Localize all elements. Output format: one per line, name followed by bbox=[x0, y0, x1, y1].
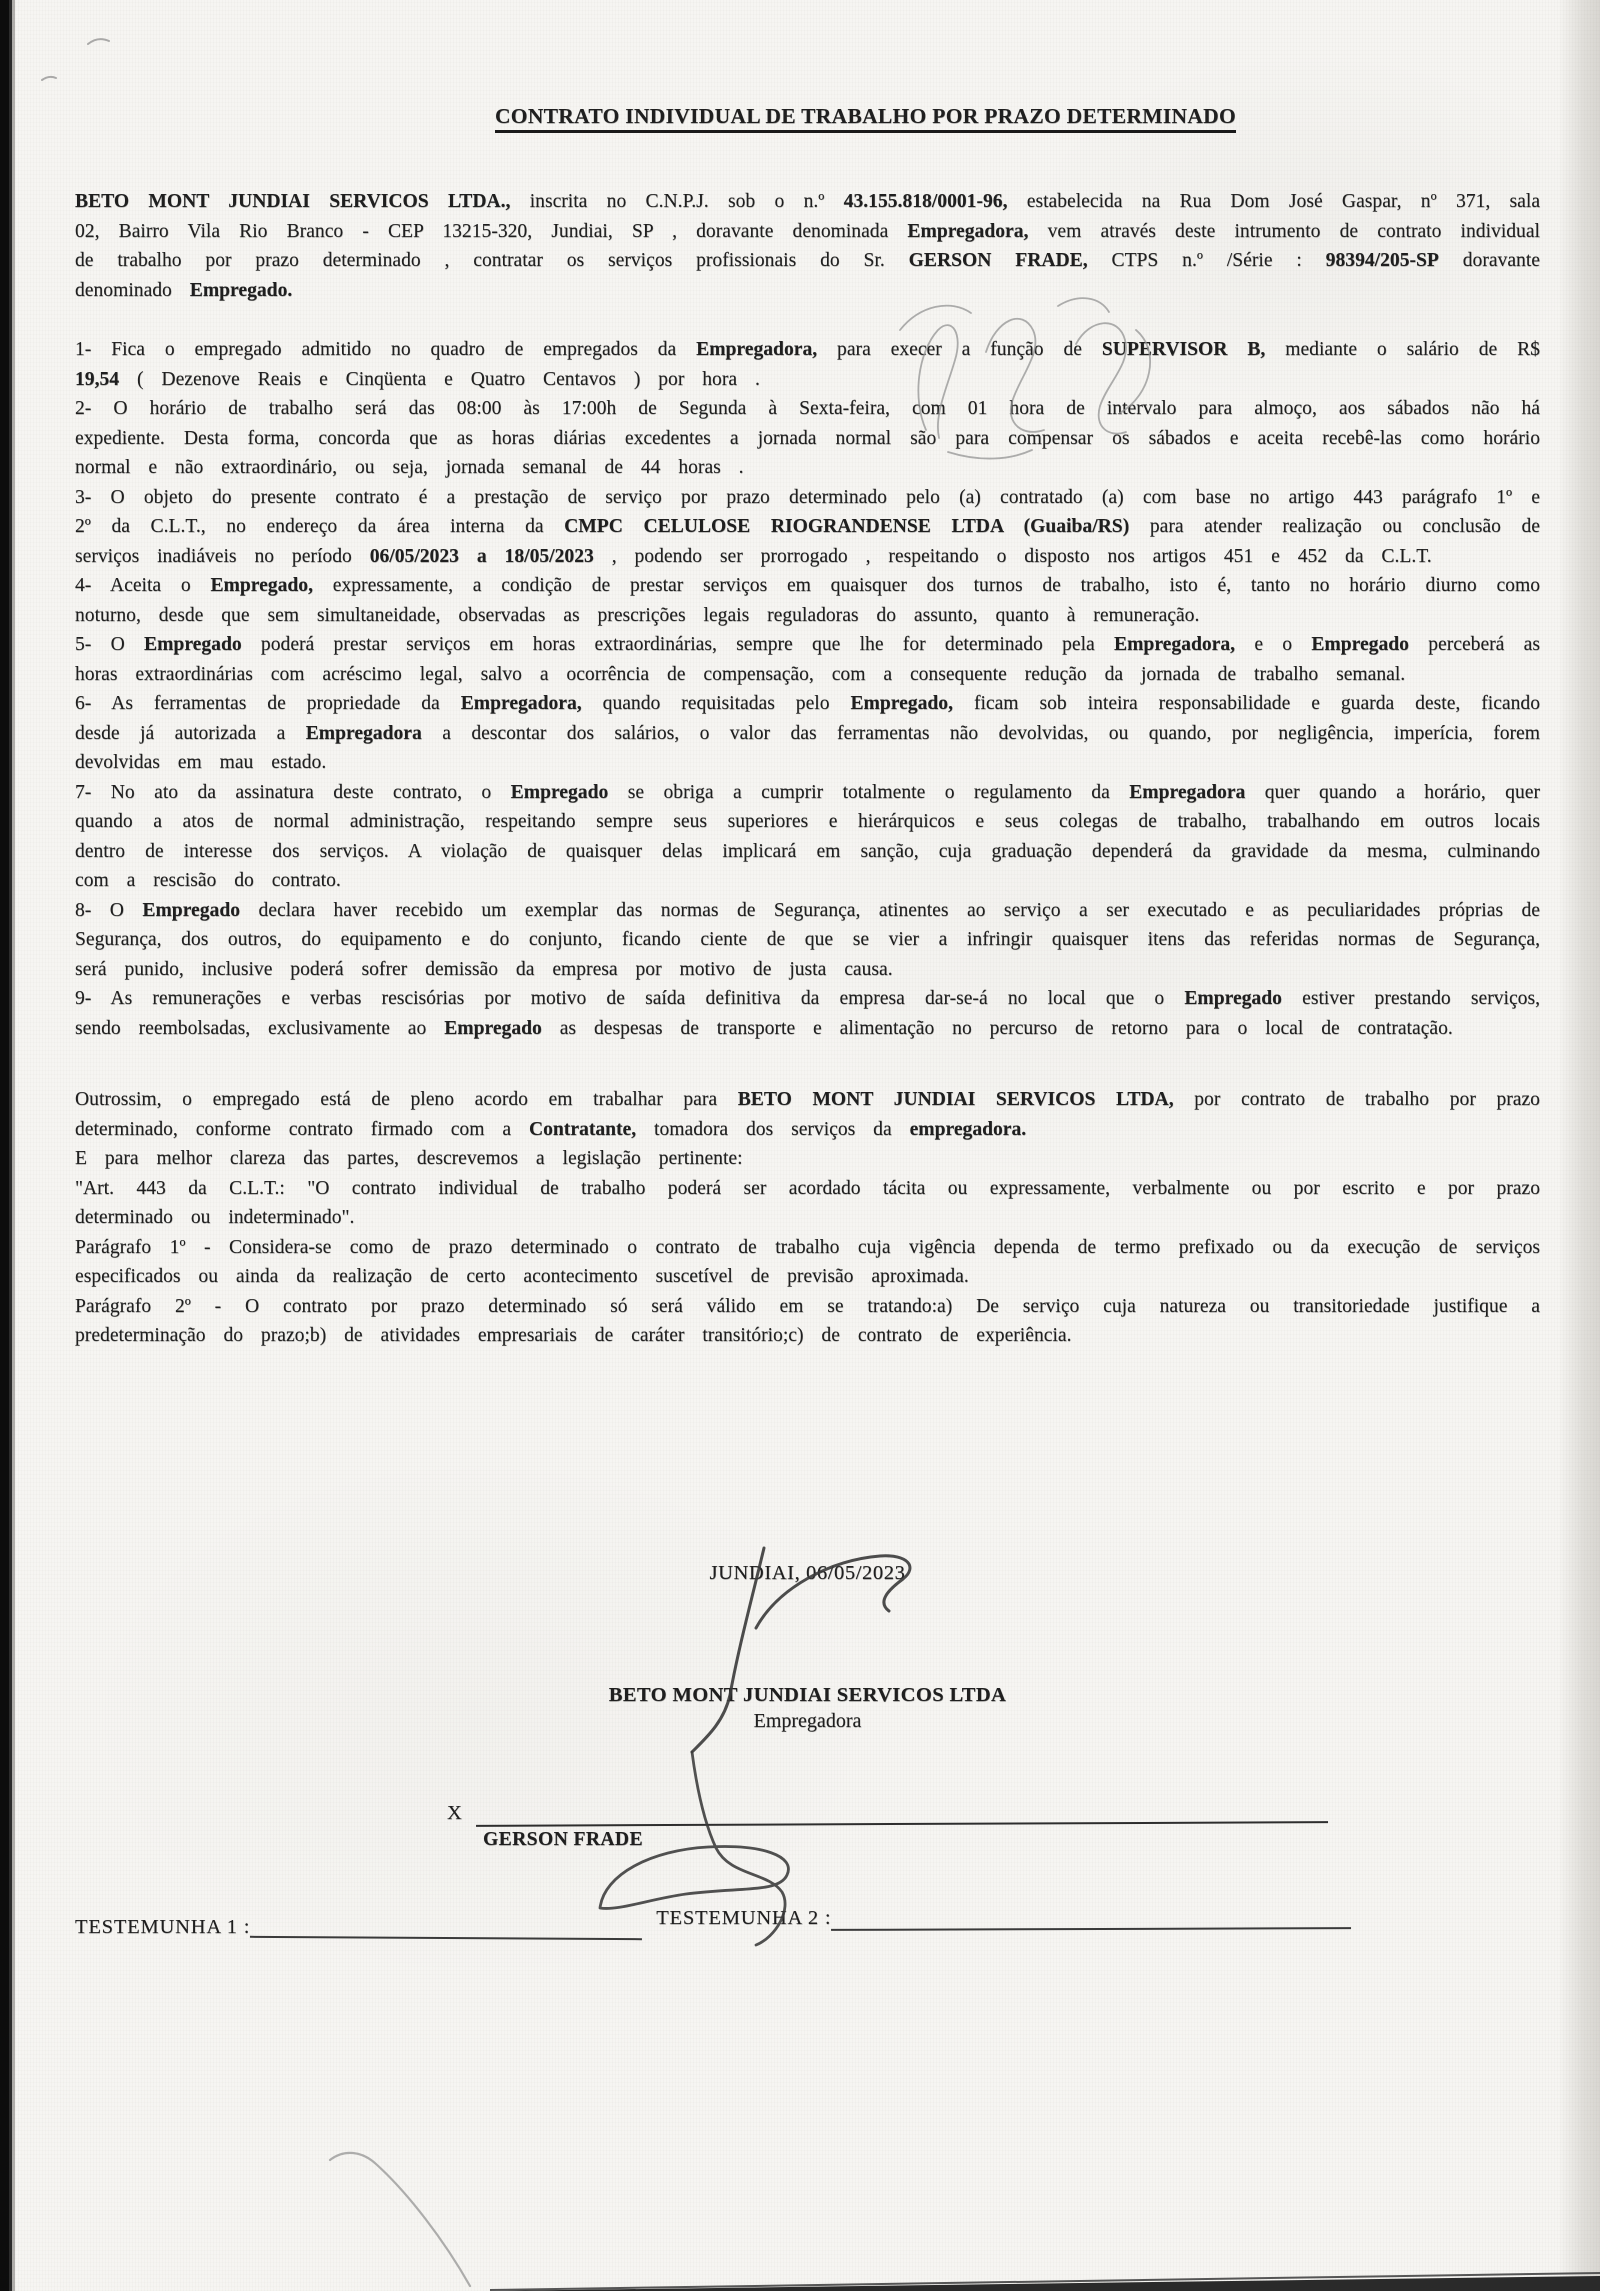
paragraph-clause-1: 1- Fica o empregado admitido no quadro de empregados da Empregadora, para execer a função de SUPERVISOR B, mediante o salário de R$ 19,54 ( Dezenove Reais e Cinqüenta e Quatro Centavos ) por hora . bbox=[75, 339, 1540, 390]
witness1-field bbox=[75, 1916, 642, 1939]
witness1-label: TESTEMUNHA 1 : bbox=[75, 1916, 251, 1938]
witness2-signature-line bbox=[831, 1913, 1351, 1931]
employee-signature-name: GERSON FRADE bbox=[483, 1829, 643, 1850]
scan-border-left bbox=[0, 0, 15, 2291]
witness-row bbox=[75, 1907, 1540, 1939]
title-row bbox=[133, 104, 1598, 133]
contract-title: CONTRATO INDIVIDUAL DE TRABALHO POR PRAZO DETERMINADO bbox=[495, 104, 1236, 133]
paragraph-legislacao-intro: E para melhor clareza das partes, descrevemos a legislação pertinente: bbox=[75, 1148, 743, 1169]
paragraph-clause-8: 8- O Empregado declara haver recebido um exemplar das normas de Segurança, atinentes ao serviço a ser executado e as peculiaridades próprias de Segurança, dos outros, do equipamento e do conjunto, ficando ciente de que se vier a infringir quaisquer itens das referidas normas de Segurança, será punido, inclusive poderá sofrer demissão da empresa por motivo de justa causa. bbox=[75, 899, 1541, 980]
signature-x-mark: X bbox=[447, 1802, 462, 1824]
paragraph-paragrafo-2: Parágrafo 2º - O contrato por prazo determinado só será válido em se tratando:a) De serviço cuja natureza ou transitoriedade justifique a predeterminação do prazo;b) de atividades empresariais de caráter transitório;c) de contrato de experiência. bbox=[75, 1295, 1540, 1346]
employee-signature-line bbox=[476, 1805, 1328, 1827]
witness2-label: TESTEMUNHA 2 : bbox=[656, 1907, 832, 1929]
paragraph-clause-7: 7- No ato da assinatura deste contrato, o Empregado se obriga a cumprir totalmente o regulamento da Empregadora quer quando a horário, quer quando a atos de normal administração, respeitando sempre seus superiores e hierárquicos e seus colegas de trabalho, trabalhando em outros locais dentro de interesse dos serviços. A violação de quaisquer delas implicará em sanção, cuja graduação dependerá da gravidade da mesma, culminando com a rescisão do contrato. bbox=[75, 781, 1541, 891]
witness2-field bbox=[656, 1907, 1351, 1930]
paragraph-intro: BETO MONT JUNDIAI SERVICOS LTDA., inscrita no C.N.P.J. sob o n.º 43.155.818/0001-96, estabelecida na Rua Dom José Gaspar, nº 371, sala 02, Bairro Vila Rio Branco - CEP 13215-320, Jundiai, SP , doravante denominada Empregadora, vem através deste intrumento de contrato individual de trabalho por prazo determinado , contratar os serviços profissionais do Sr. GERSON FRADE, CTPS n.º /Série : 98394/205-SP doravante denominado Empregado. bbox=[75, 191, 1541, 301]
contract-body bbox=[75, 187, 1540, 1351]
paragraph-clause-3: 3- O objeto do presente contrato é a prestação de serviço por prazo determinado pelo (a) contratado (a) com base no artigo 443 parágrafo 1º e 2º da C.L.T., no endereço da área interna da CMPC CELULOSE RIOGRANDENSE LTDA (Guaiba/RS) para atender realização ou conclusão de serviços inadiáveis no período 06/05/2023 a 18/05/2023 , podendo ser prorrogado , respeitando o disposto nos artigos 451 e 452 da C.L.T. bbox=[75, 486, 1540, 567]
scan-edge-right bbox=[1558, 0, 1600, 2291]
employee-signature-block bbox=[447, 1802, 1328, 1851]
date-line: JUNDIAI, 06/05/2023 bbox=[709, 1562, 906, 1584]
contract-content bbox=[75, 0, 1541, 1938]
employee-signature-row bbox=[447, 1802, 1328, 1825]
paragraph-clause-6: 6- As ferramentas de propriedade da Empregadora, quando requisitadas pelo Empregado, ficam sob inteira responsabilidade e guarda deste, ficando desde já autorizada a Empregadora a descontar dos salários, o valor das ferramentas não devolvidas, ou quando, por negligência, imperícia, forem devolvidas em mau estado. bbox=[75, 693, 1540, 773]
employer-signature-block bbox=[75, 1684, 1540, 1733]
employer-signature-role: Empregadora bbox=[753, 1710, 862, 1732]
paragraph-clause-5: 5- O Empregado poderá prestar serviços em horas extraordinárias, sempre que lhe for determinado pela Empregadora, e o Empregado perceberá as horas extraordinárias com acréscimo legal, salvo a ocorrência de compensação, com a consequente redução da jornada de trabalho semanal. bbox=[75, 634, 1540, 685]
paragraph-clause-2: 2- O horário de trabalho será das 08:00 às 17:00h de Segunda à Sexta-feira, com 01 hora de intervalo para almoço, aos sábados não há expediente. Desta forma, concorda que as horas diárias excedentes a jornada normal são para compensar os sábados e aceita recebê-las como horário normal e não extraordinário, ou seja, jornada semanal de 44 horas . bbox=[75, 398, 1540, 478]
paragraph-paragrafo-1: Parágrafo 1º - Considera-se como de prazo determinado o contrato de trabalho cuja vigência dependa de termo prefixado ou da execução de serviços especificados ou ainda da realização de certo acontecimento suscetível de previsão aproximada. bbox=[75, 1236, 1540, 1287]
paragraph-outrossim: Outrossim, o empregado está de pleno acordo em trabalhar para BETO MONT JUNDIAI SERVICOS LTDA, por contrato de trabalho por prazo determinado, conforme contrato firmado com a Contratante, tomadora dos serviços da empregadora. bbox=[75, 1089, 1540, 1140]
paragraph-clause-4: 4- Aceita o Empregado, expressamente, a condição de prestar serviços em quaisquer dos turnos de trabalho, isto é, tanto no horário diurno como noturno, desde que sem simultaneidade, observadas as prescrições legais reguladoras do assunto, quanto à remuneração. bbox=[75, 575, 1540, 626]
employer-signature-name: BETO MONT JUNDIAI SERVICOS LTDA bbox=[608, 1684, 1007, 1706]
scan-edge-bottom bbox=[490, 2273, 1600, 2291]
paragraph-art-443: "Art. 443 da C.L.T.: "O contrato individual de trabalho poderá ser acordado tácita ou expressamente, verbalmente ou por escrito e por prazo determinado ou indeterminado". bbox=[75, 1177, 1540, 1228]
paragraph-clause-9: 9- As remunerações e verbas rescisórias por motivo de saída definitiva da empresa dar-se-á no local que o Empregado estiver prestando serviços, sendo reembolsadas, exclusivamente ao Empregado as despesas de transporte e alimentação no percurso de retorno para o local de contratação. bbox=[75, 988, 1540, 1039]
pen-stroke-bottom-left bbox=[330, 2153, 470, 2286]
witness1-signature-line bbox=[250, 1922, 642, 1940]
